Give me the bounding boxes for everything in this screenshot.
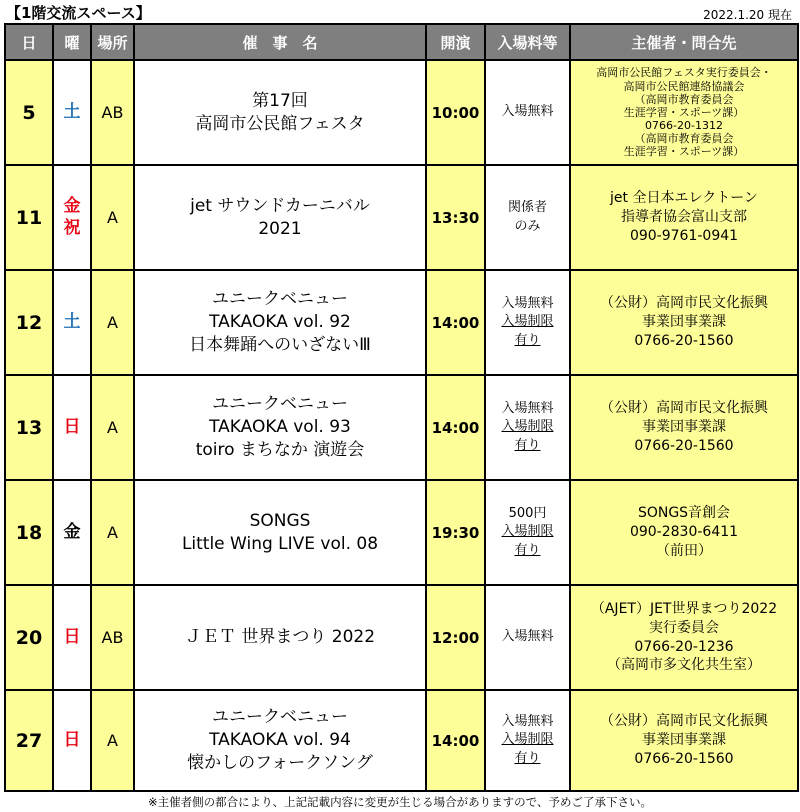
col-header-organizer: 主催者・問合先	[570, 24, 798, 60]
event-name-line: ユニークベニュー	[212, 289, 348, 310]
admission-line: 入場無料	[501, 401, 554, 417]
place-cell: A	[91, 690, 134, 791]
event-schedule-table	[4, 23, 799, 792]
start-time-cell: 12:00	[426, 585, 485, 690]
admission-line: 入場無料	[501, 104, 554, 120]
start-time-cell: 14:00	[426, 375, 485, 480]
weekday-char: 金	[63, 521, 81, 542]
admission-line: 入場制限	[501, 732, 554, 748]
event-name-line: ＪＥＴ 世界まつり 2022	[184, 627, 376, 648]
start-time-cell: 13:30	[426, 165, 485, 270]
organizer-line: 0766-20-1312	[645, 119, 723, 133]
day-cell: 18	[5, 480, 53, 585]
organizer-line: 090-2830-6411	[629, 524, 739, 541]
weekday-cell	[53, 690, 91, 791]
organizer-line: （前田）	[656, 542, 712, 559]
day-cell: 13	[5, 375, 53, 480]
admission-line: 有り	[514, 437, 541, 453]
admission-cell	[485, 585, 570, 690]
weekday-char: 金	[63, 196, 81, 217]
organizer-line: 高岡市公民館フェスタ実行委員会・	[596, 66, 772, 80]
event-name-line: jet サウンドカーニバル	[190, 195, 370, 216]
organizer-line: （公財）高岡市民文化振興	[600, 400, 768, 417]
event-name-cell	[134, 375, 426, 480]
table-row	[5, 480, 798, 585]
organizer-line: 0766-20-1560	[634, 437, 734, 454]
event-name-cell	[134, 690, 426, 791]
organizer-line: 事業団事業課	[642, 419, 726, 436]
admission-line: 有り	[514, 542, 541, 558]
organizer-cell	[570, 60, 798, 165]
organizer-line: SONGS音創会	[637, 505, 731, 522]
admission-cell	[485, 60, 570, 165]
organizer-cell	[570, 585, 798, 690]
event-name-cell	[134, 165, 426, 270]
admission-line: 入場無料	[501, 629, 554, 645]
organizer-line: 事業団事業課	[642, 314, 726, 331]
event-name-line: ユニークベニュー	[212, 707, 348, 728]
table-row	[5, 270, 798, 375]
event-name-line: 高岡市公民館フェスタ	[195, 113, 365, 134]
admission-line: 入場制限	[501, 419, 554, 435]
place-cell: A	[91, 480, 134, 585]
organizer-line: （公財）高岡市民文化振興	[600, 295, 768, 312]
organizer-line: （AJET）JET世界まつり2022	[590, 600, 778, 617]
admission-line: 入場制限	[501, 524, 554, 540]
weekday-cell	[53, 375, 91, 480]
footer-note: ※主催者側の都合により、上記記載内容に変更が生じる場合がありますので、予めご了承下さい。	[148, 795, 652, 809]
event-name-cell	[134, 585, 426, 690]
organizer-line: （公財）高岡市民文化振興	[600, 713, 768, 730]
weekday-cell	[53, 60, 91, 165]
day-cell: 20	[5, 585, 53, 690]
admission-line: のみ	[514, 218, 541, 234]
admission-line: 500円	[508, 506, 547, 522]
organizer-line: 実行委員会	[649, 619, 719, 636]
event-name-line: toiro まちなか 演遊会	[195, 439, 365, 460]
as-of-date: 2022.1.20 現在	[703, 8, 792, 22]
event-name-line: 懐かしのフォークソング	[187, 752, 373, 773]
col-header-place: 場所	[91, 24, 134, 60]
organizer-line: 事業団事業課	[642, 732, 726, 749]
place-cell: AB	[91, 60, 134, 165]
organizer-line: （高岡市多文化共生室）	[607, 657, 761, 674]
weekday-char: 日	[63, 416, 81, 437]
table-row	[5, 375, 798, 480]
organizer-line: （高岡市教育委員会	[634, 132, 734, 146]
organizer-line: 0766-20-1236	[634, 638, 734, 655]
place-cell: AB	[91, 585, 134, 690]
event-name-line: TAKAOKA vol. 94	[209, 730, 351, 751]
section-title: 【1階交流スペース】	[6, 4, 151, 22]
organizer-cell	[570, 480, 798, 585]
admission-line: 関係者	[507, 200, 547, 216]
weekday-cell	[53, 585, 91, 690]
place-cell: A	[91, 165, 134, 270]
organizer-cell	[570, 690, 798, 791]
weekday-char: 祝	[63, 217, 81, 238]
event-name-line: 第17回	[252, 90, 308, 111]
organizer-cell	[570, 375, 798, 480]
weekday-cell	[53, 270, 91, 375]
admission-line: 入場無料	[501, 714, 554, 730]
day-cell: 5	[5, 60, 53, 165]
col-header-time: 開演	[426, 24, 485, 60]
organizer-line: 090-9761-0941	[629, 227, 739, 244]
table-row	[5, 165, 798, 270]
event-name-line: SONGS	[249, 510, 311, 531]
weekday-char: 土	[63, 101, 81, 122]
admission-line: 有り	[514, 332, 541, 348]
table-row	[5, 585, 798, 690]
weekday-cell	[53, 165, 91, 270]
start-time-cell: 14:00	[426, 270, 485, 375]
organizer-line: 0766-20-1560	[634, 750, 734, 767]
organizer-line: 指導者協会富山支部	[621, 209, 747, 226]
admission-cell	[485, 690, 570, 791]
event-name-line: 日本舞踊へのいざないⅢ	[189, 334, 371, 355]
place-cell: A	[91, 270, 134, 375]
table-row	[5, 60, 798, 165]
day-cell: 27	[5, 690, 53, 791]
col-header-event: 催 事 名	[134, 24, 426, 60]
organizer-line: 生涯学習・スポーツ課）	[623, 105, 745, 119]
col-header-fee: 入場料等	[485, 24, 570, 60]
admission-line: 入場無料	[501, 296, 554, 312]
start-time-cell: 10:00	[426, 60, 485, 165]
place-cell: A	[91, 375, 134, 480]
admission-line: 入場制限	[501, 314, 554, 330]
col-header-day: 日	[5, 24, 53, 60]
weekday-char: 日	[63, 729, 81, 750]
day-cell: 11	[5, 165, 53, 270]
event-name-line: TAKAOKA vol. 93	[209, 417, 351, 438]
event-name-cell	[134, 480, 426, 585]
admission-cell	[485, 270, 570, 375]
organizer-line: 高岡市公民館連絡協議会	[623, 79, 745, 93]
organizer-line: 0766-20-1560	[634, 332, 734, 349]
start-time-cell: 19:30	[426, 480, 485, 585]
admission-line: 有り	[514, 750, 541, 766]
weekday-char: 日	[63, 626, 81, 647]
organizer-line: （高岡市教育委員会	[634, 92, 734, 106]
event-name-cell	[134, 60, 426, 165]
weekday-cell	[53, 480, 91, 585]
event-name-line: ユニークベニュー	[212, 394, 348, 415]
weekday-char: 土	[63, 311, 81, 332]
admission-cell	[485, 165, 570, 270]
table-row	[5, 690, 798, 791]
organizer-line: jet 全日本エレクトーン	[610, 190, 758, 207]
table-header-row	[5, 24, 798, 60]
organizer-line: 生涯学習・スポーツ課）	[623, 145, 745, 159]
admission-cell	[485, 375, 570, 480]
col-header-dow: 曜	[53, 24, 91, 60]
event-name-line: Little Wing LIVE vol. 08	[181, 533, 379, 554]
day-cell: 12	[5, 270, 53, 375]
event-name-line: 2021	[258, 218, 302, 239]
event-name-line: TAKAOKA vol. 92	[209, 312, 351, 333]
event-name-cell	[134, 270, 426, 375]
organizer-cell	[570, 165, 798, 270]
organizer-cell	[570, 270, 798, 375]
admission-cell	[485, 480, 570, 585]
start-time-cell: 14:00	[426, 690, 485, 791]
